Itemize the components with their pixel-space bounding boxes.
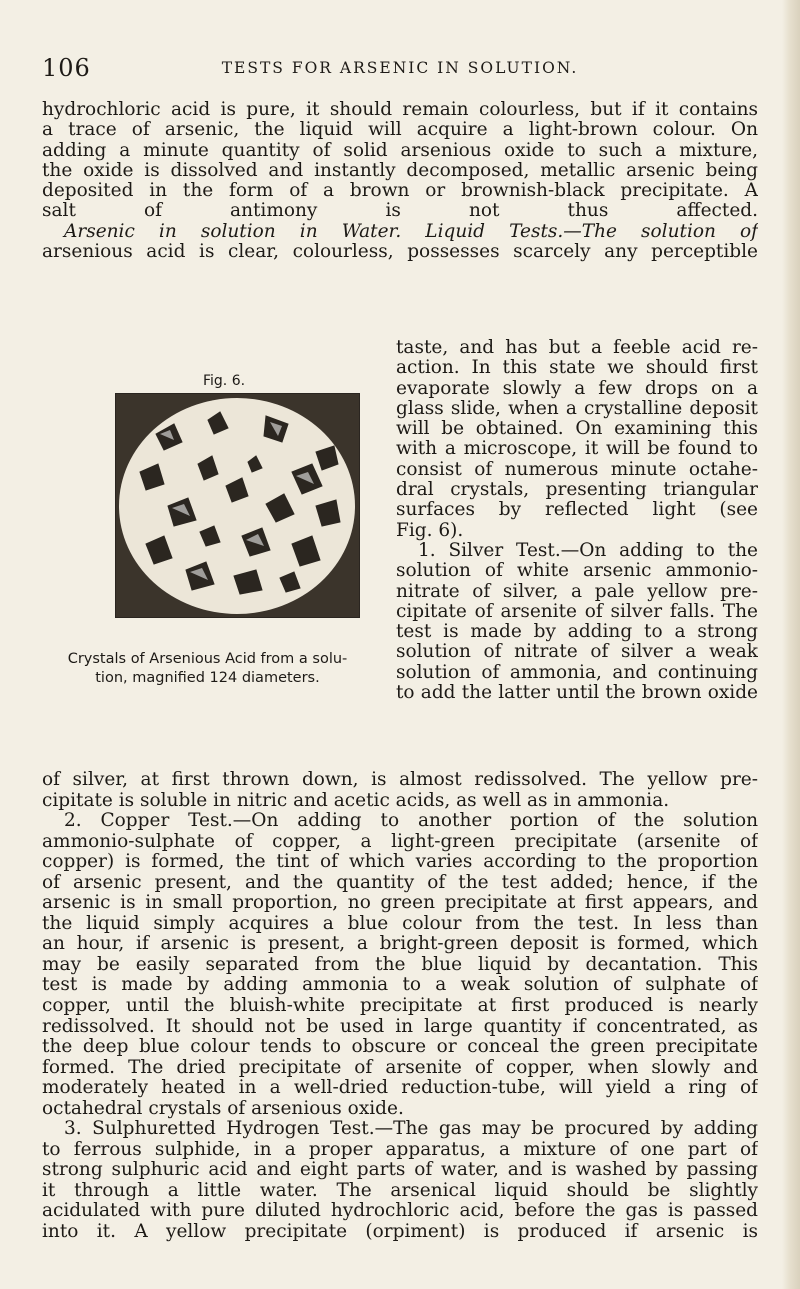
top-paragraphs — [42, 100, 758, 262]
page-header — [0, 54, 800, 84]
text-line: moderately heated in a well-dried reduction-tube, will yield a ring of — [42, 1078, 758, 1099]
text-line: evaporate slowly a few drops on a — [396, 378, 758, 399]
text-line: into it. A yellow precipitate (orpiment) is produced if arsenic is — [42, 1222, 758, 1243]
running-title: TESTS FOR ARSENIC IN SOLUTION. — [221, 59, 579, 77]
text-line: redissolved. It should not be used in large quantity if concentrated, as — [42, 1016, 758, 1037]
text-line: an hour, if arsenic is present, a bright-green deposit is formed, which — [42, 934, 758, 955]
text-line: of arsenic present, and the quantity of the test added; hence, if the — [42, 872, 758, 893]
caption-line: tion, magnified 124 diameters. — [95, 670, 320, 686]
bottom-paragraphs — [42, 770, 758, 1243]
text-line: the deep blue colour tends to obscure or conceal the green precipitate — [42, 1037, 758, 1058]
text-line: action. In this state we should first — [396, 358, 758, 379]
figure-caption — [30, 650, 385, 688]
text-line: consist of numerous minute octahe- — [396, 459, 758, 480]
text-line: copper, until the bluish-white precipitate at first produced is nearly — [42, 996, 758, 1017]
text-line: 1. Silver Test.—On adding to the — [418, 540, 758, 561]
text-line: taste, and has but a feeble acid re- — [396, 338, 758, 358]
text-line: the oxide is dissolved and instantly decomposed, metallic arsenic being — [42, 160, 758, 181]
text-line: solution of nitrate of silver a weak — [396, 642, 758, 663]
text-line: a trace of arsenic, the liquid will acquire a light-brown colour. On — [42, 120, 758, 141]
wrapped-text-column — [396, 338, 758, 703]
text-line: strong sulphuric acid and eight parts of water, and is washed by passing — [42, 1160, 758, 1181]
text-line: Fig. 6). — [396, 520, 464, 541]
text-line: to add the latter until the brown oxide — [396, 683, 758, 704]
text-line: of silver, at first thrown down, is almost redissolved. The yellow pre- — [42, 770, 758, 790]
text-line: arsenious acid is clear, colourless, possesses scarcely any perceptible — [42, 242, 758, 263]
text-line: test is made by adding to a strong — [396, 622, 758, 643]
text-line: glass slide, when a crystalline deposit — [396, 398, 758, 419]
caption-line: Crystals of Arsenious Acid from a solu- — [67, 651, 348, 667]
section-heading-line: Arsenic in solution in Water. Liquid Tests.—The solution of — [64, 221, 758, 242]
text-line: may be easily separated from the blue liquid by decantation. This — [42, 954, 758, 975]
text-line: solution of white arsenic ammonio- — [396, 561, 758, 582]
text-line: salt of antimony is not thus affected. — [42, 201, 758, 222]
text-line: ammonio-sulphate of copper, a light-green precipitate (arsenite of — [42, 831, 758, 852]
text-line: hydrochloric acid is pure, it should remain colourless, but if it contains — [42, 100, 758, 120]
text-line: it through a little water. The arsenical liquid should be slightly — [42, 1180, 758, 1201]
text-line: solution of ammonia, and continuing — [396, 662, 758, 683]
text-line: with a microscope, it will be found to — [396, 439, 758, 460]
text-line: 3. Sulphuretted Hydrogen Test.—The gas may be procured by adding — [64, 1119, 758, 1140]
text-line: will be obtained. On examining this — [396, 419, 758, 440]
text-line: the liquid simply acquires a blue colour from the test. In less than — [42, 913, 758, 934]
text-line: octahedral crystals of arsenious oxide. — [42, 1098, 404, 1119]
text-line: surfaces by reflected light (see — [396, 500, 758, 521]
text-line: cipitate of arsenite of silver falls. The — [396, 601, 758, 622]
page-number: 106 — [42, 54, 91, 82]
text-line: 2. Copper Test.—On adding to another portion of the solution — [64, 811, 758, 832]
page-edge-shadow — [782, 0, 800, 1289]
text-line: formed. The dried precipitate of arsenite of copper, when slowly and — [42, 1057, 758, 1078]
text-line: cipitate is soluble in nitric and acetic acids, as well as in ammonia. — [42, 790, 670, 811]
text-line: adding a minute quantity of solid arsenious oxide to such a mixture, — [42, 140, 758, 161]
text-line: test is made by adding ammonia to a weak solution of sulphate of — [42, 975, 758, 996]
text-line: arsenic is in small proportion, no green precipitate at first appears, and — [42, 893, 758, 914]
crystal-micrograph-figure — [115, 393, 360, 618]
text-line: deposited in the form of a brown or brownish-black precipitate. A — [42, 181, 758, 202]
figure-label: Fig. 6. — [203, 373, 246, 389]
text-line: copper) is formed, the tint of which varies according to the proportion — [42, 852, 758, 873]
text-line: to ferrous sulphide, in a proper apparatus, a mixture of one part of — [42, 1139, 758, 1160]
text-line: dral crystals, presenting triangular — [396, 480, 758, 501]
text-line: acidulated with pure diluted hydrochloric acid, before the gas is passed — [42, 1201, 758, 1222]
text-line: nitrate of silver, a pale yellow pre- — [396, 581, 758, 602]
